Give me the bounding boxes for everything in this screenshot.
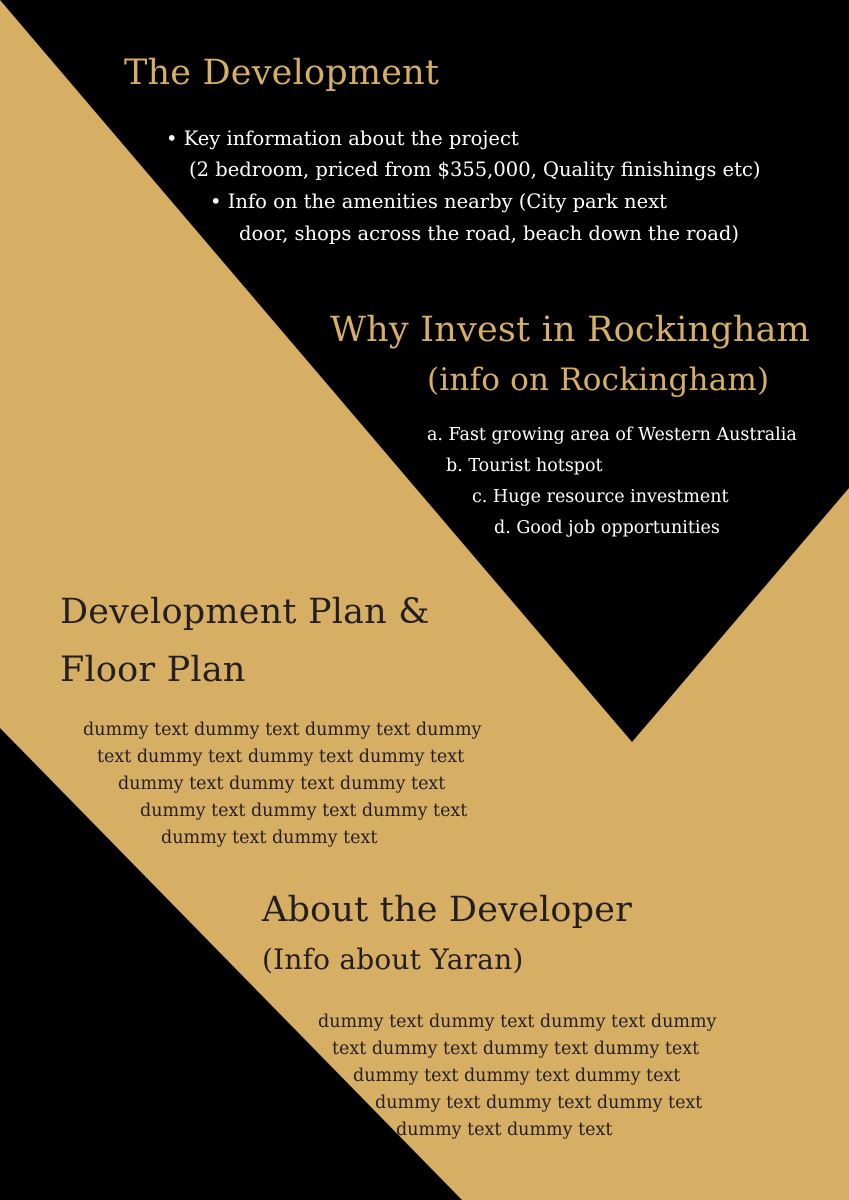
developer-title: About the Developer <box>262 890 633 930</box>
invest-item-b: b. Tourist hotspot <box>446 456 603 476</box>
plan-text-line-4: dummy text dummy text dummy text <box>140 801 468 821</box>
developer-text-line-4: dummy text dummy text dummy text <box>375 1093 703 1113</box>
developer-subtitle: (Info about Yaran) <box>262 943 524 976</box>
plan-text-line-1: dummy text dummy text dummy text dummy <box>83 720 482 740</box>
development-line-1: • Key information about the project <box>166 127 519 150</box>
invest-item-d: d. Good job opportunities <box>494 518 720 538</box>
development-line-3: • Info on the amenities nearby (City park next <box>210 190 667 213</box>
invest-item-c: c. Huge resource investment <box>472 487 729 507</box>
plan-title-line-2: Floor Plan <box>60 650 246 690</box>
invest-item-a: a. Fast growing area of Western Australia <box>427 425 797 445</box>
plan-text-line-2: text dummy text dummy text dummy text <box>97 747 465 767</box>
plan-text-line-3: dummy text dummy text dummy text <box>118 774 446 794</box>
development-title: The Development <box>124 53 440 93</box>
development-line-2: (2 bedroom, priced from $355,000, Quality finishings etc) <box>189 158 761 181</box>
developer-text-line-2: text dummy text dummy text dummy text <box>332 1039 700 1059</box>
plan-title-line-1: Development Plan & <box>60 592 430 632</box>
invest-title: Why Invest in Rockingham <box>330 310 811 350</box>
plan-text-line-5: dummy text dummy text <box>161 828 378 848</box>
invest-subtitle: (info on Rockingham) <box>427 362 770 398</box>
developer-text-line-3: dummy text dummy text dummy text <box>353 1066 681 1086</box>
development-line-4: door, shops across the road, beach down the road) <box>239 222 739 245</box>
developer-text-line-5: dummy text dummy text <box>396 1120 613 1140</box>
developer-text-line-1: dummy text dummy text dummy text dummy <box>318 1012 717 1032</box>
